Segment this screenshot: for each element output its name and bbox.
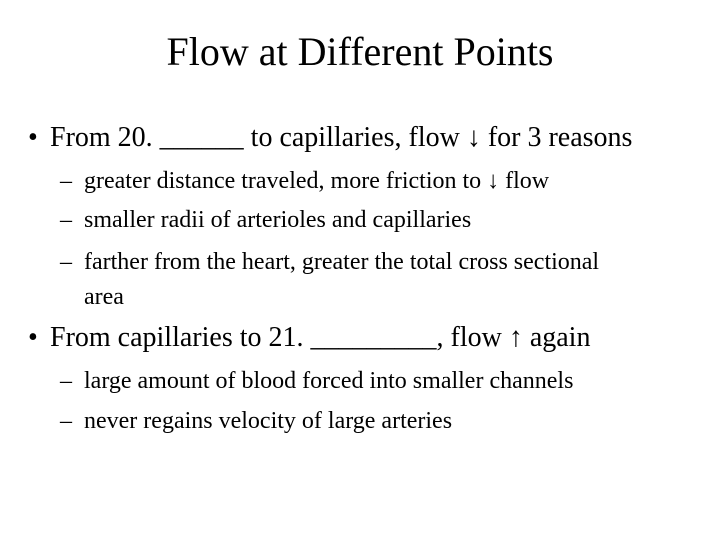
dash-marker: –: [60, 168, 72, 194]
sub-bullet-continuation-text: area: [84, 284, 124, 310]
dash-marker: –: [60, 408, 72, 434]
sub-bullet-text: smaller radii of arterioles and capillaries: [84, 207, 472, 233]
bullet-marker: •: [28, 122, 38, 153]
sub-bullet-item: [60, 367, 573, 395]
bullet-text: From capillaries to 21. _________, flow ↑ again: [50, 322, 591, 353]
sub-bullet-item: [60, 167, 549, 195]
sub-bullet-item: [60, 206, 471, 234]
bullet-marker: •: [28, 322, 38, 353]
sub-bullet-item: [60, 407, 452, 435]
sub-bullet-item: [60, 248, 599, 276]
bullet-item: [28, 322, 590, 354]
dash-marker: –: [60, 368, 72, 394]
sub-bullet-text: greater distance traveled, more friction to ↓ flow: [84, 168, 550, 194]
sub-bullet-continuation: [60, 283, 124, 311]
bullet-text: From 20. ______ to capillaries, flow ↓ for 3 reasons: [50, 122, 633, 153]
sub-bullet-text: farther from the heart, greater the total cross sectional: [84, 249, 600, 275]
sub-bullet-text: large amount of blood forced into smaller channels: [84, 368, 574, 394]
bullet-item: [28, 122, 632, 154]
dash-marker: –: [60, 249, 72, 275]
sub-bullet-text: never regains velocity of large arteries: [84, 408, 453, 434]
slide-title: Flow at Different Points: [166, 29, 554, 74]
dash-marker: –: [60, 207, 72, 233]
